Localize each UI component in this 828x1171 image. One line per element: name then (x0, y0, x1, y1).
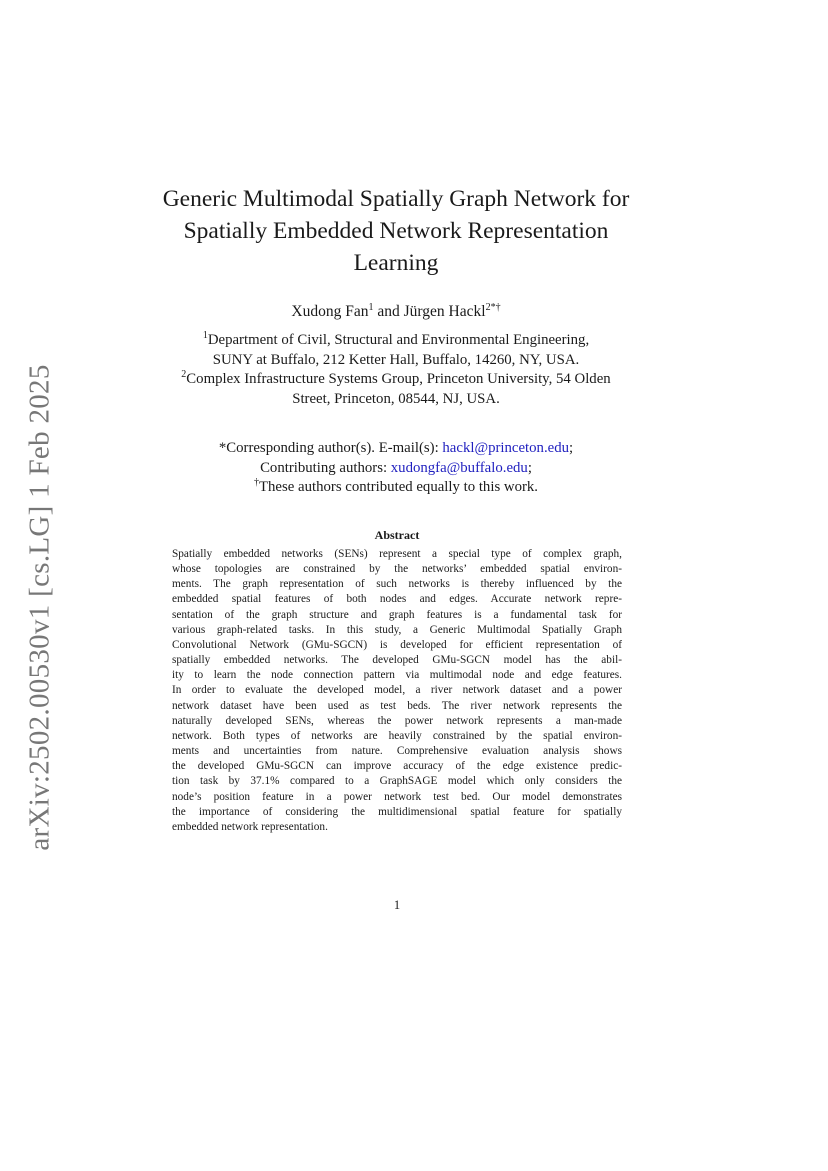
abstract-line: node’s position feature in a power network test bed. Our model demonstrates (172, 790, 622, 803)
abstract-line: tion task by 37.1% compared to a GraphSAGE model which only considers the (172, 775, 622, 788)
affiliation-mark: 1 (202, 330, 208, 341)
arxiv-stamp-text: arXiv:2502.00530v1 [cs.LG] 1 Feb 2025 (23, 363, 56, 851)
abstract-line: ity to learn the node connection pattern via multimodal node and edge features. (172, 669, 622, 682)
author-connector: and (373, 303, 404, 320)
title-line: Learning (353, 250, 439, 276)
abstract-line: whose topologies are constrained by the networks’ embedded spatial environ- (172, 563, 622, 576)
abstract-line: ments and uncertainties from nature. Comprehensive evaluation analysis shows (172, 745, 622, 758)
equal-contribution-line: †These authors contributed equally to this work. (253, 477, 539, 495)
dagger-mark: † (253, 477, 259, 488)
abstract-line: In order to evaluate the developed model, a river network dataset and a power (172, 684, 622, 697)
arxiv-stamp (20, 363, 60, 851)
abstract-line: embedded network representation. (172, 820, 328, 833)
contributing-email-link[interactable]: xudongfa@buffalo.edu (390, 459, 528, 476)
abstract-line: sentation of the graph structure and graph features is a fundamental task for (172, 608, 622, 621)
author-affiliation-mark: 1 (368, 302, 374, 313)
author-name: Jürgen Hackl (403, 303, 486, 320)
affiliations (140, 331, 652, 409)
abstract-line: Spatially embedded networks (SENs) represent a special type of complex graph, (172, 548, 622, 560)
abstract-line: embedded spatial features of both nodes and edges. Accurate network repre- (172, 593, 622, 606)
abstract-line: Convolutional Network (GMu-SGCN) is developed for efficient representation of (172, 638, 622, 651)
author-list (120, 302, 672, 322)
abstract-heading: Abstract (374, 528, 420, 542)
abstract-line: the developed GMu-SGCN can improve accuracy of the edge existence predic- (172, 760, 622, 773)
abstract-line: spatially embedded networks. The developed GMu-SGCN model has the abil- (172, 654, 622, 667)
corresponding-email-link[interactable]: hackl@princeton.edu (442, 440, 570, 456)
abstract-line: various graph-related tasks. In this study, a Generic Multimodal Spatially Graph (172, 623, 622, 636)
author-name: Xudong Fan (291, 303, 369, 320)
abstract-line: naturally developed SENs, whereas the power network represents a man-made (172, 714, 622, 727)
affiliation-line: $^2$Complex Infrastructure Systems Group, Princeton University, 54 Olden (181, 369, 611, 387)
affiliation-mark: 2 (181, 369, 187, 380)
author-affiliation-mark: 2*† (485, 302, 501, 313)
abstract-line: ments. The graph representation of such networks is thereby influenced by the (172, 578, 622, 591)
affiliation-line: $^1$Department of Civil, Structural and Environmental Engineering, (202, 330, 590, 348)
paper-title (120, 183, 672, 279)
contact-info (140, 439, 652, 498)
corresponding-author-line: *Corresponding author(s). E-mail(s): hackl@princeton.edu; (218, 440, 574, 456)
contributing-authors-line: Contributing authors: xudongfa@buffalo.edu; (260, 459, 532, 476)
abstract-line: network. Both types of networks are heavily constrained by the spatial environ- (172, 729, 622, 742)
abstract-line: network dataset have been used as test beds. The river network represents the (172, 699, 622, 712)
page-number: 1 (393, 898, 401, 912)
affiliation-line: Street, Princeton, 08544, NJ, USA. (292, 390, 500, 407)
title-line: Generic Multimodal Spatially Graph Network for (162, 186, 630, 212)
abstract-line: the importance of considering the multidimensional spatial feature for spatially (172, 805, 622, 818)
abstract-body (172, 547, 622, 835)
title-line: Spatially Embedded Network Representation (183, 218, 609, 244)
affiliation-line: SUNY at Buffalo, 212 Ketter Hall, Buffalo, 14260, NY, USA. (212, 351, 580, 368)
